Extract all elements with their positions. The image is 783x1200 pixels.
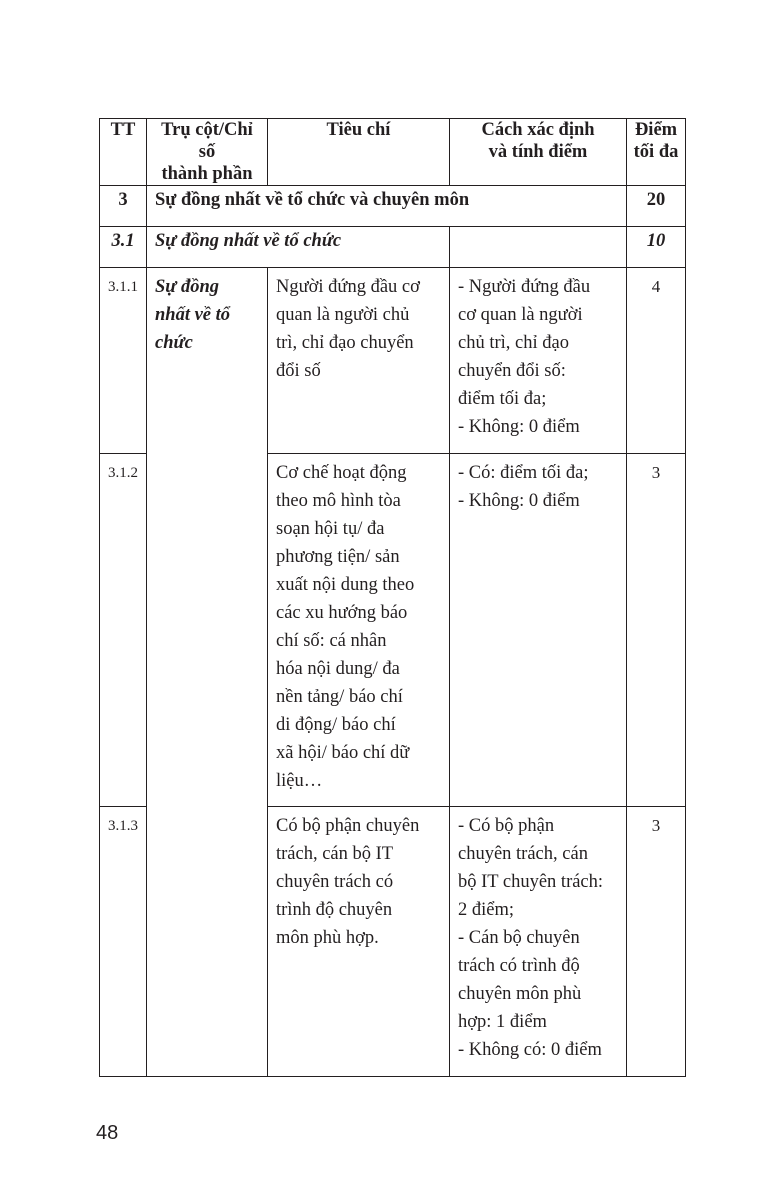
- section-title: Sự đồng nhất về tổ chức và chuyên môn: [147, 186, 627, 227]
- subsection-points: 10: [627, 227, 686, 268]
- section-row: [100, 186, 686, 227]
- row-tt: 3.1.2: [100, 454, 147, 807]
- header-pillar: Trụ cột/Chỉ số thành phần: [147, 119, 268, 186]
- row-method: - Người đứng đầu cơ quan là người chủ trì, chỉ đạo chuyển đổi số: điểm tối đa; - Không: 0 điểm: [450, 268, 627, 454]
- header-method: Cách xác định và tính điểm: [450, 119, 627, 186]
- row-tt: 3.1.3: [100, 807, 147, 1077]
- page-number: 48: [96, 1122, 119, 1144]
- row-method: - Có bộ phận chuyên trách, cán bộ IT chuyên trách: 2 điểm; - Cán bộ chuyên trách có trình độ chuyên môn phù hợp: 1 điểm - Không có: 0 điểm: [450, 807, 627, 1077]
- subsection-tt: 3.1: [100, 227, 147, 268]
- section-tt: 3: [100, 186, 147, 227]
- row-points: 3: [627, 454, 686, 807]
- pillar-name: Sự đồng nhất về tổ chức: [147, 268, 268, 1077]
- row-criteria: Có bộ phận chuyên trách, cán bộ IT chuyên trách có trình độ chuyên môn phù hợp.: [268, 807, 450, 1077]
- row-tt: 3.1.1: [100, 268, 147, 454]
- subsection-row: [100, 227, 686, 268]
- table-header-row: [100, 119, 686, 186]
- criteria-table: [99, 118, 686, 1077]
- table-row: [100, 268, 686, 454]
- header-points: Điểm tối đa: [627, 119, 686, 186]
- row-criteria: Người đứng đầu cơ quan là người chủ trì, chỉ đạo chuyển đổi số: [268, 268, 450, 454]
- subsection-empty: [450, 227, 627, 268]
- row-criteria: Cơ chế hoạt động theo mô hình tòa soạn hội tụ/ đa phương tiện/ sản xuất nội dung theo các xu hướng báo chí số: cá nhân hóa nội dung/ đa nền tảng/ báo chí di động/ báo chí xã hội/ báo chí dữ liệu…: [268, 454, 450, 807]
- row-points: 3: [627, 807, 686, 1077]
- row-method: - Có: điểm tối đa; - Không: 0 điểm: [450, 454, 627, 807]
- header-tt: TT: [100, 119, 147, 186]
- row-points: 4: [627, 268, 686, 454]
- section-points: 20: [627, 186, 686, 227]
- header-criteria: Tiêu chí: [268, 119, 450, 186]
- subsection-title: Sự đồng nhất về tổ chức: [147, 227, 450, 268]
